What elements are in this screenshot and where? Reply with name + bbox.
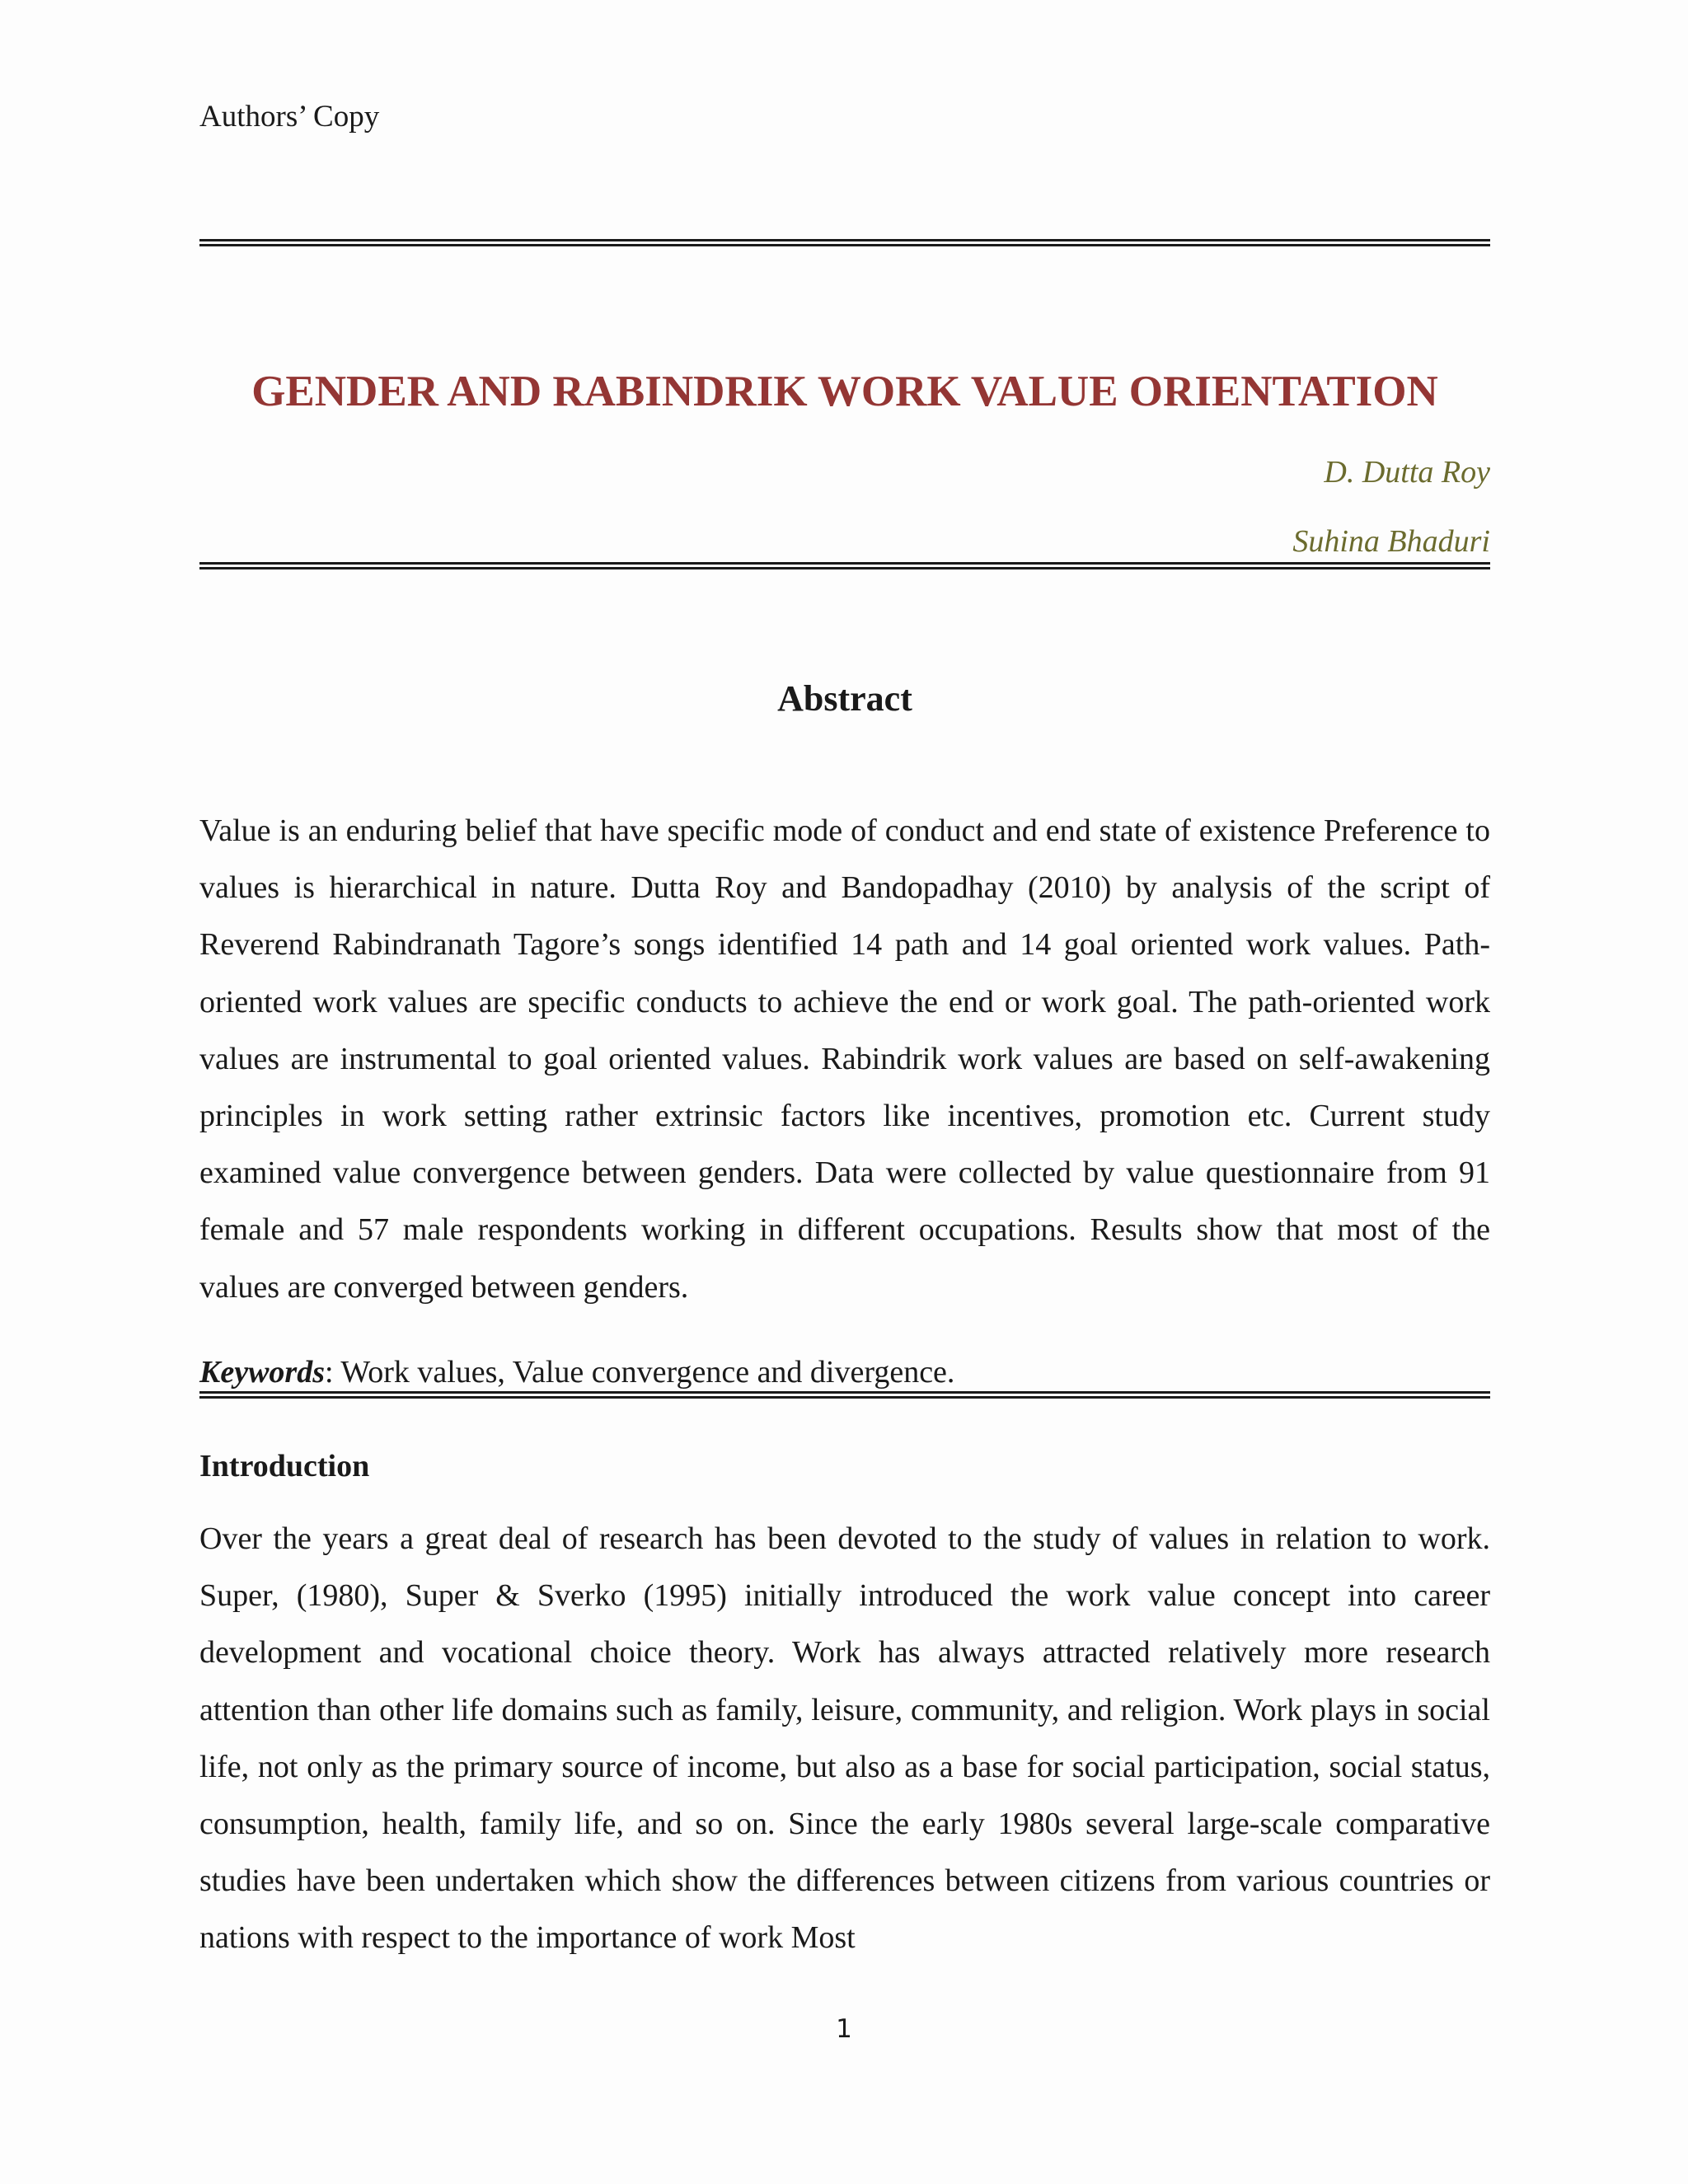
keywords-label: Keywords (199, 1355, 325, 1390)
abstract-heading: Abstract (777, 678, 912, 719)
keywords-text: Work values, Value convergence and divergence. (340, 1355, 955, 1390)
top-double-rule (199, 239, 1490, 246)
page-number: 1 (836, 2014, 852, 2044)
authors-copy-note: Authors’ Copy (199, 100, 380, 134)
introduction-body: Over the years a great deal of research has been devoted to the study of values in relation to work. Super, (1980), Super & Sverko (1995) initially introduced the work value concept into career development and vocational choice theory. Work has always attracted relatively more research attention than other life domains such as family, leisure, community, and religion. Work plays in social life, not only as the primary source of income, but also as a base for social participation, social status, consumption, health, family life, and so on. Since the early 1980s several large-scale comparative studies have been undertaken which show the differences between citizens from various countries or nations with respect to the importance of work Most (199, 1521, 1490, 1956)
abstract-body: Value is an enduring belief that have specific mode of conduct and end state of existence Preference to values is hierarchical in nature. Dutta Roy and Bandopadhay (2010) by analysis of the script of Reverend Rabindranath Tagore’s songs identified 14 path and 14 goal oriented work values. Path-oriented work values are specific conducts to achieve the end or work goal. The path-oriented work values are instrumental to goal oriented values. Rabindrik work values are based on self-awakening principles in work setting rather extrinsic factors like incentives, promotion etc. Current study examined value convergence between genders. Data were collected by value questionnaire from 91 female and 57 male respondents working in different occupations. Results show that most of the values are converged between genders. (199, 813, 1490, 1305)
author-1: D. Dutta Roy (1324, 455, 1490, 490)
keywords-separator: : (325, 1355, 341, 1390)
authors-double-rule (199, 562, 1490, 569)
author-2: Suhina Bhaduri (1292, 524, 1490, 559)
keywords-double-rule (199, 1391, 1490, 1399)
introduction-heading: Introduction (199, 1449, 370, 1483)
keywords-line (199, 1352, 954, 1393)
paper-title: GENDER AND RABINDRIK WORK VALUE ORIENTATION (251, 368, 1438, 415)
